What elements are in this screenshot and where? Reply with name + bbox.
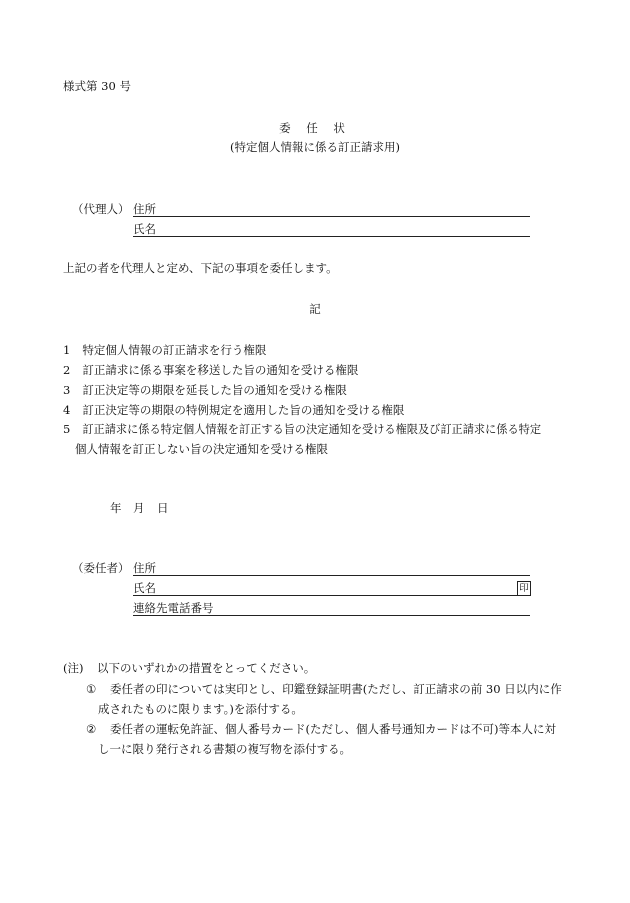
document-subtitle: (特定個人情報に係る訂正請求用): [230, 140, 400, 154]
list-item: [63, 404, 404, 418]
note-2-line-1: 委任者の運転免許証、個人番号カード(ただし、個人番号通知カードは不可)等本人に対: [110, 722, 556, 736]
list-item: [63, 384, 347, 398]
notes-intro: 以下のいずれかの措置をとってください。: [97, 661, 316, 675]
notes-label: (注): [63, 661, 84, 675]
item-text: 特定個人情報の訂正請求を行う権限: [82, 343, 267, 357]
item-text: 訂正決定等の期限の特例規定を適用した旨の通知を受ける権限: [82, 403, 405, 417]
list-item: [63, 344, 266, 358]
note-1-mark: ①: [86, 682, 97, 696]
item-number: 1: [63, 343, 71, 357]
note-1-line-2: 成されたものに限ります。)を添付する。: [98, 702, 303, 716]
principal-label: （委任者）: [72, 561, 130, 575]
note-2-mark: ②: [86, 722, 97, 736]
agent-address-label: 住所: [133, 202, 156, 216]
principal-name-field[interactable]: [133, 595, 530, 596]
item-number: 4: [63, 403, 71, 417]
principal-name-label: 氏名: [133, 581, 156, 595]
item-number: 2: [63, 363, 71, 377]
date-day-label: 日: [157, 501, 169, 515]
seal-mark: 印: [517, 581, 531, 596]
agent-name-label: 氏名: [133, 222, 156, 236]
note-1-line-1: 委任者の印については実印とし、印鑑登録証明書(ただし、訂正請求の前 30 日以内に作: [110, 682, 562, 696]
principal-address-label: 住所: [133, 561, 156, 575]
ki-heading: 記: [309, 302, 321, 316]
principal-phone-label: 連絡先電話番号: [133, 601, 214, 615]
date-year-label: 年: [110, 501, 122, 515]
agent-label: （代理人）: [72, 202, 130, 216]
item-text: 訂正決定等の期限を延長した旨の通知を受ける権限: [82, 383, 347, 397]
delegation-statement: 上記の者を代理人と定め、下記の事項を委任します。: [63, 261, 338, 275]
principal-address-field[interactable]: [133, 575, 530, 576]
item-text: 訂正請求に係る特定個人情報を訂正する旨の決定通知を受ける権限及び訂正請求に係る特定: [82, 423, 542, 436]
document-title: 委 任 状: [279, 121, 351, 135]
list-item: [63, 364, 358, 378]
list-item: [63, 423, 541, 437]
item-number: 5: [63, 422, 71, 436]
item-number: 3: [63, 383, 71, 397]
agent-name-field[interactable]: [133, 236, 530, 237]
principal-phone-field[interactable]: [133, 615, 530, 616]
item-text: 訂正請求に係る事案を移送した旨の通知を受ける権限: [82, 363, 359, 377]
form-number: 様式第 30 号: [63, 79, 131, 93]
agent-address-field[interactable]: [133, 216, 530, 217]
note-2-line-2: し一に限り発行される書類の複写物を添付する。: [98, 742, 351, 756]
item-text-continued: 個人情報を訂正しない旨の決定通知を受ける権限: [75, 442, 328, 456]
date-month-label: 月: [133, 501, 145, 515]
